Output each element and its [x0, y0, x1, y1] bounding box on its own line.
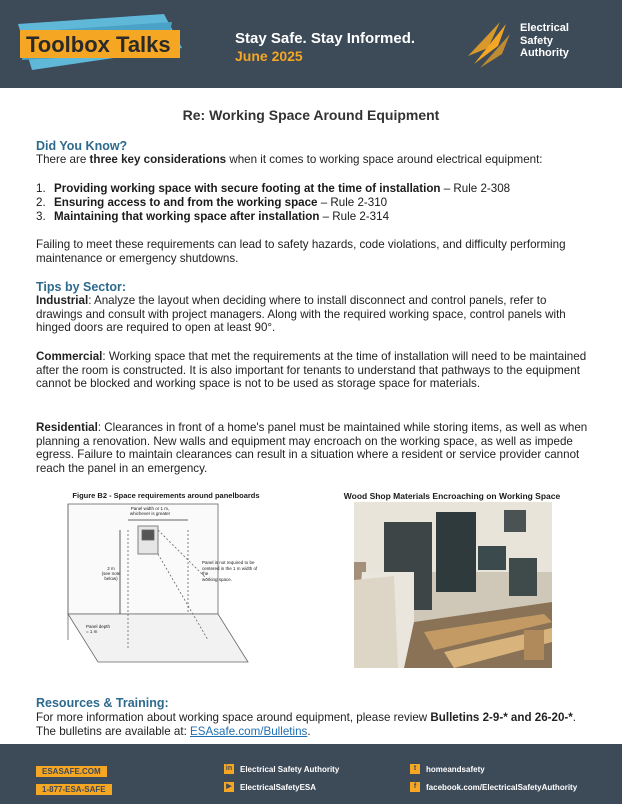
- residential-paragraph: Residential: Clearances in front of a home's panel must be maintained while storing items, as well as when planning a renovation. New walls and equipment may encroach on the working space, as well as impede egress. Failure to maintain clearances can result in a situation where a resident or service provider cannot reach the panel in an emergency.: [36, 421, 588, 475]
- esa-logo: [466, 18, 606, 70]
- page-title: Re: Working Space Around Equipment: [182, 107, 440, 123]
- esa-name-line1: Electrical: [520, 22, 569, 34]
- figure-note: Panel is not required to be centered in the 1 m width of the working space.: [202, 560, 258, 582]
- issue-month: June 2025: [235, 48, 303, 64]
- panelboard-diagram: [58, 490, 258, 680]
- youtube-icon: ▶: [224, 782, 234, 792]
- facebook-link[interactable]: f facebook.com/ElectricalSafetyAuthority: [410, 782, 577, 792]
- website-badge[interactable]: ESASAFE.COM: [36, 766, 107, 777]
- phone-badge[interactable]: 1-877-ESA-SAFE: [36, 784, 112, 795]
- list-item: 3. Maintaining that working space after installation – Rule 2-314: [36, 210, 390, 223]
- youtube-link[interactable]: ▶ ElectricalSafetyESA: [224, 782, 316, 792]
- list-item: 1. Providing working space with secure footing at the time of installation – Rule 2-308: [36, 182, 511, 195]
- facebook-icon: f: [410, 782, 420, 792]
- figure-label-height: 2 m (see note below): [101, 566, 121, 581]
- considerations-list: [36, 182, 510, 224]
- tips-heading: Tips by Sector:: [36, 280, 127, 294]
- toolbox-talks-logo: [14, 10, 194, 82]
- esa-name-line2: Safety: [520, 34, 554, 47]
- commercial-paragraph: Commercial: Working space that met the requirements at the time of installation will need to be maintained after the room is constructed. It is also important for tenants to understand that pathways to the equipment cannot be blocked and working space is not to be used as storage space for materials.: [36, 350, 587, 390]
- header-banner: [0, 0, 622, 88]
- twitter-icon: t: [410, 764, 420, 774]
- figure-label-width: Panel width or 1 m, whichever is greater: [129, 506, 171, 516]
- did-you-know-heading: Did You Know?: [36, 139, 128, 153]
- wood-shop-photo: [354, 502, 552, 668]
- logo-text: Toolbox Talks: [26, 32, 171, 57]
- bulletins-link[interactable]: ESAsafe.com/Bulletins: [190, 724, 308, 738]
- twitter-link[interactable]: t homeandsafety: [410, 764, 485, 774]
- footer-banner: [0, 744, 622, 804]
- tagline: Stay Safe. Stay Informed.: [235, 30, 416, 47]
- linkedin-link[interactable]: in Electrical Safety Authority: [225, 764, 340, 774]
- photo-caption: Wood Shop Materials Encroaching on Working Space: [343, 491, 561, 501]
- figure-label-depth: Panel depth = 1 m: [86, 624, 111, 634]
- consequence-paragraph: Failing to meet these requirements can lead to safety hazards, code violations, and difficulty performing maintenance or emergency shutdowns.: [36, 238, 566, 265]
- list-item: 2. Ensuring access to and from the working space – Rule 2-310: [36, 196, 388, 209]
- linkedin-icon: in: [225, 765, 233, 772]
- industrial-paragraph: Industrial: Analyze the layout when deciding where to install disconnect and control panels, refer to drawings and consult with project managers. Along with the required working space, control panels with hinged doors are required to open at least 90°.: [36, 294, 566, 334]
- esa-name-line3: Authority: [520, 47, 569, 59]
- resources-paragraph: For more information about working space around equipment, please review Bulletins 2-9-* and 26-20-*. The bulletins are available at: ESAsafe.com/Bulletins.: [36, 711, 577, 738]
- intro-paragraph: There are three key considerations when it comes to working space around electrical equipment:: [36, 153, 543, 166]
- esa-flame-icon: [466, 18, 516, 70]
- figure-caption: Figure B2 - Space requirements around panelboards: [72, 491, 260, 500]
- resources-heading: Resources & Training:: [36, 696, 169, 710]
